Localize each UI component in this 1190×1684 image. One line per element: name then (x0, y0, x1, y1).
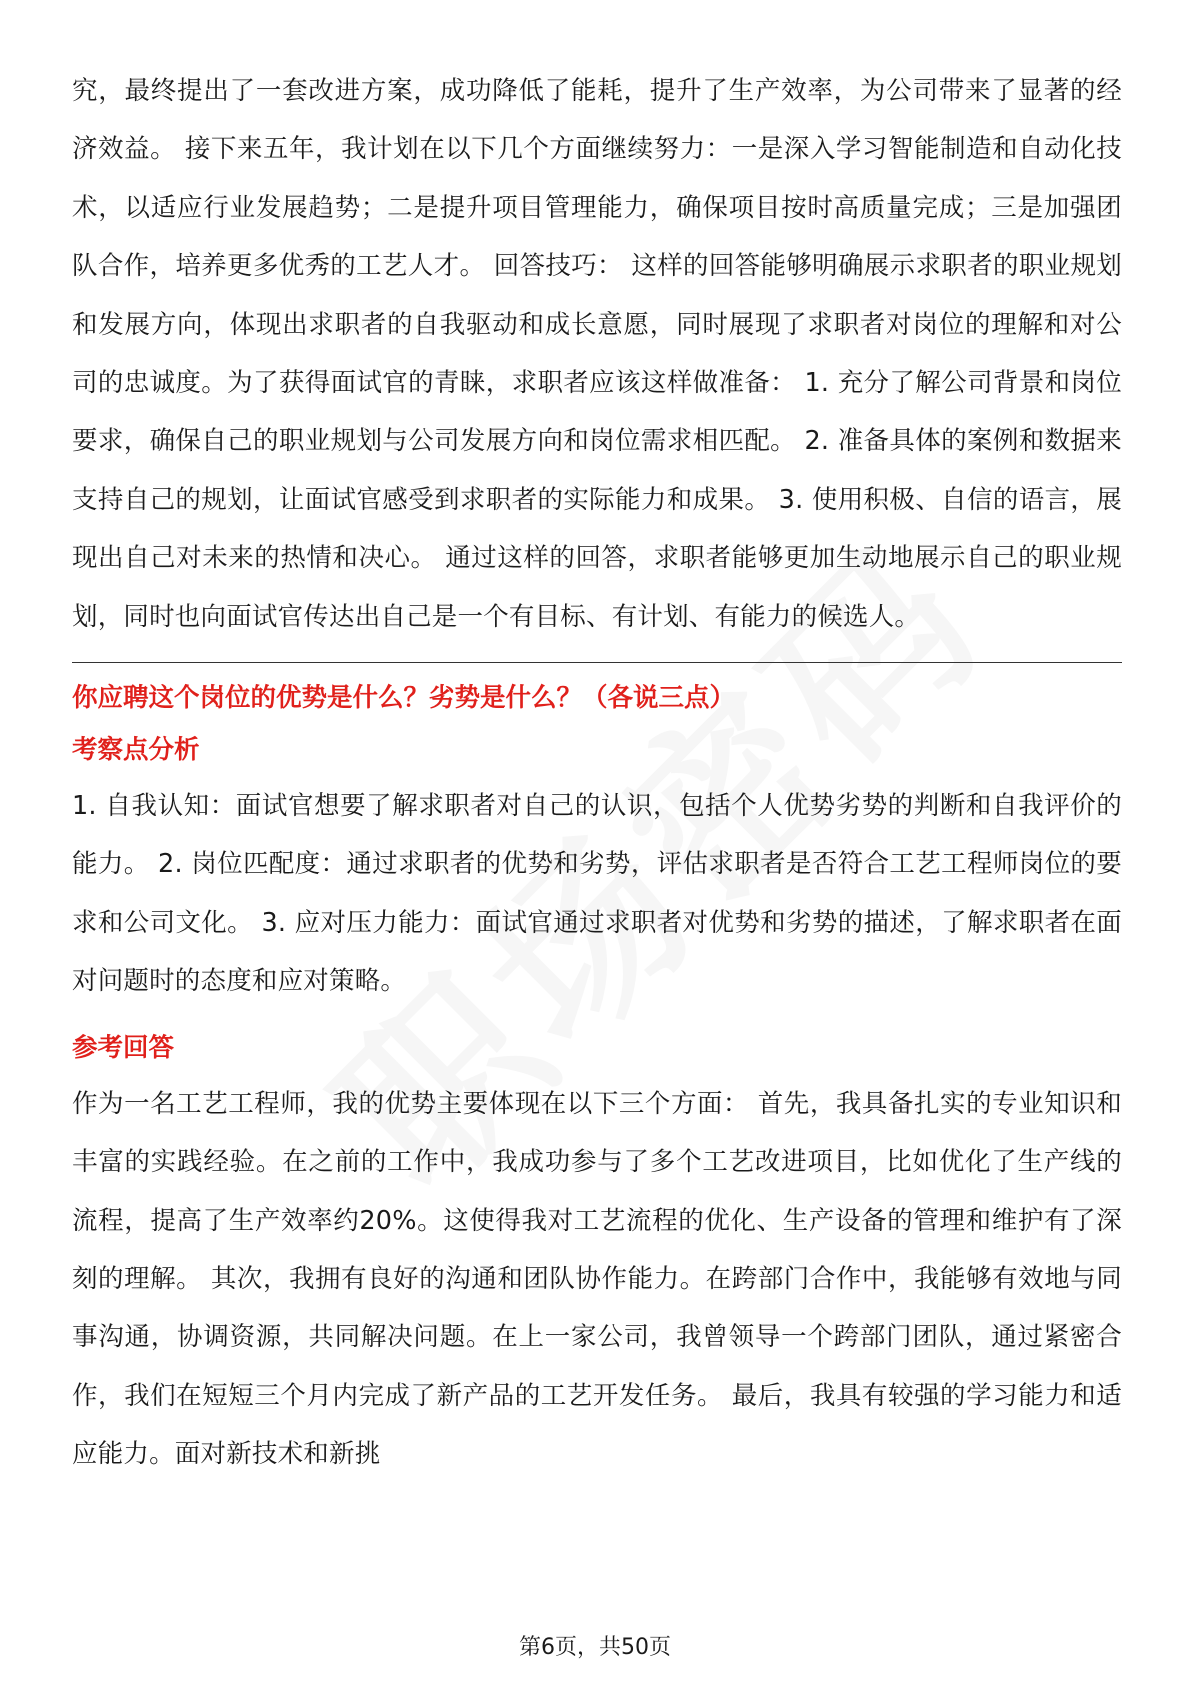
analysis-heading: 考察点分析 (72, 735, 200, 766)
page-number-footer: 第6页，共50页 (519, 1635, 671, 1660)
section-divider (72, 662, 1122, 663)
page-content (72, 62, 1122, 1484)
intro-paragraph: 究，最终提出了一套改进方案，成功降低了能耗，提升了生产效率，为公司带来了显著的经济效益。 接下来五年，我计划在以下几个方面继续努力：一是深入学习智能制造和自动化技术，以适应行业发展趋势；二是提升项目管理能力，确保项目按时高质量完成；三是加强团队合作，培养更多优秀的工艺人才。 回答技巧： 这样的回答能够明确展示求职者的职业规划和发展方向，体现出求职者的自我驱动和成长意愿，同时展现了求职者对岗位的理解和对公司的忠诚度。为了获得面试官的青睐，求职者应该这样做准备： 1. 充分了解公司背景和岗位要求，确保自己的职业规划与公司发展方向和岗位需求相匹配。 2. 准备具体的案例和数据来支持自己的规划，让面试官感受到求职者的实际能力和成果。 3. 使用积极、自信的语言，展现出自己对未来的热情和决心。 通过这样的回答，求职者能够更加生动地展示自己的职业规划，同时也向面试官传达出自己是一个有目标、有计划、有能力的候选人。 (72, 76, 1122, 632)
question-title: 你应聘这个岗位的优势是什么？劣势是什么？（各说三点） (72, 683, 736, 714)
reference-text: 作为一名工艺工程师，我的优势主要体现在以下三个方面： 首先，我具备扎实的专业知识和丰富的实践经验。在之前的工作中，我成功参与了多个工艺改进项目，比如优化了生产线的流程，提高了生产效率约20%。这使得我对工艺流程的优化、生产设备的管理和维护有了深刻的理解。 其次，我拥有良好的沟通和团队协作能力。在跨部门合作中，我能够有效地与同事沟通，协调资源，共同解决问题。在上一家公司，我曾领导一个跨部门团队，通过紧密合作，我们在短短三个月内完成了新产品的工艺开发任务。 最后，我具有较强的学习能力和适应能力。面对新技术和新挑 (72, 1088, 1122, 1470)
analysis-text: 1. 自我认知：面试官想要了解求职者对自己的认识，包括个人优势劣势的判断和自我评价的能力。 2. 岗位匹配度：通过求职者的优势和劣势，评估求职者是否符合工艺工程师岗位的要求和公司文化。 3. 应对压力能力：面试官通过求职者对优势和劣势的描述，了解求职者在面对问题时的态度和应对策略。 (72, 791, 1122, 997)
reference-heading: 参考回答 (72, 1032, 175, 1063)
